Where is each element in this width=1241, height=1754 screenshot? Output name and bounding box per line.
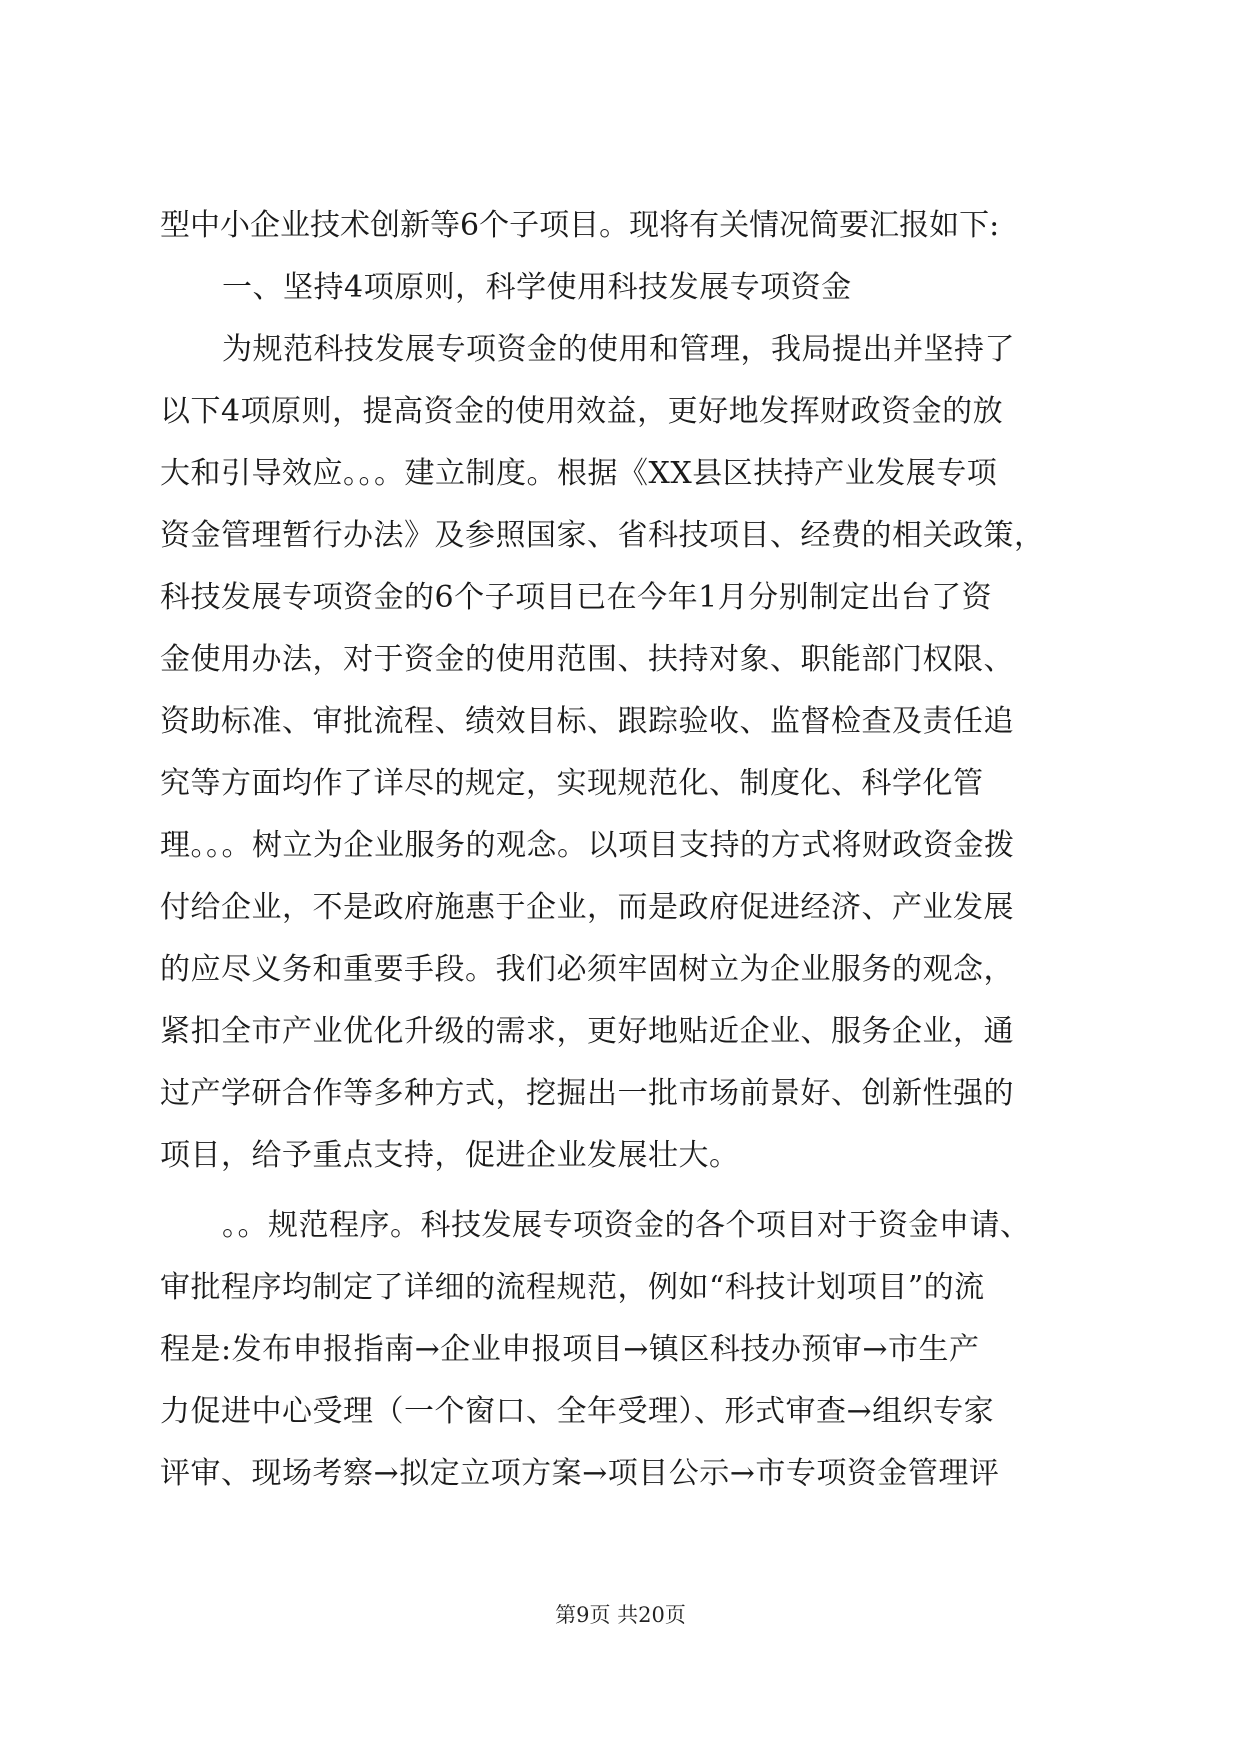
text-line: 资金管理暂行办法》及参照国家、省科技项目、经费的相关政策， bbox=[160, 518, 1045, 553]
text-line: 程是:发布申报指南→企业申报项目→镇区科技办预审→市生产 bbox=[160, 1332, 980, 1367]
text-line: 评审、现场考察→拟定立项方案→项目公示→市专项资金管理评 bbox=[160, 1456, 1000, 1491]
text-line: 究等方面均作了详尽的规定，实现规范化、制度化、科学化管 bbox=[160, 766, 984, 801]
text-line: 为规范科技发展专项资金的使用和管理，我局提出并坚持了 bbox=[222, 332, 1015, 367]
text-line: 过产学研合作等多种方式，挖掘出一批市场前景好、创新性强的 bbox=[160, 1076, 1014, 1111]
paragraph-gap bbox=[160, 1187, 1090, 1195]
text-line: 金使用办法，对于资金的使用范围、扶持对象、职能部门权限、 bbox=[160, 642, 1014, 677]
text-line: 。。规范程序。科技发展专项资金的各个项目对于资金申请、 bbox=[222, 1208, 1031, 1243]
text-line: 资助标准、审批流程、绩效目标、跟踪验收、监督检查及责任追 bbox=[160, 704, 1014, 739]
text-line: 理。。。树立为企业服务的观念。以项目支持的方式将财政资金拨 bbox=[160, 828, 1015, 863]
text-line: 大和引导效应。。。建立制度。根据《XX县区扶持产业发展专项 bbox=[160, 456, 998, 491]
section-heading: 一、坚持4项原则，科学使用科技发展专项资金 bbox=[222, 270, 852, 305]
text-line: 紧扣全市产业优化升级的需求，更好地贴近企业、服务企业，通 bbox=[160, 1014, 1014, 1049]
text-line: 审批程序均制定了详细的流程规范，例如“科技计划项目”的流 bbox=[160, 1270, 985, 1305]
document-body bbox=[160, 195, 1090, 1505]
text-line: 付给企业，不是政府施惠于企业，而是政府促进经济、产业发展 bbox=[160, 890, 1014, 925]
text-line: 项目，给予重点支持，促进企业发展壮大。 bbox=[160, 1138, 740, 1173]
text-line: 以下4项原则，提高资金的使用效益，更好地发挥财政资金的放 bbox=[160, 394, 1004, 429]
text-line: 科技发展专项资金的6个子项目已在今年1月分别制定出台了资 bbox=[160, 580, 993, 615]
text-line: 力促进中心受理（一个窗口、全年受理）、形式审查→组织专家 bbox=[160, 1394, 995, 1429]
text-line: 型中小企业技术创新等6个子项目。现将有关情况简要汇报如下: bbox=[160, 208, 1000, 243]
page-number-footer: 第9页 共20页 bbox=[555, 1603, 686, 1627]
text-line: 的应尽义务和重要手段。我们必须牢固树立为企业服务的观念， bbox=[160, 952, 1014, 987]
